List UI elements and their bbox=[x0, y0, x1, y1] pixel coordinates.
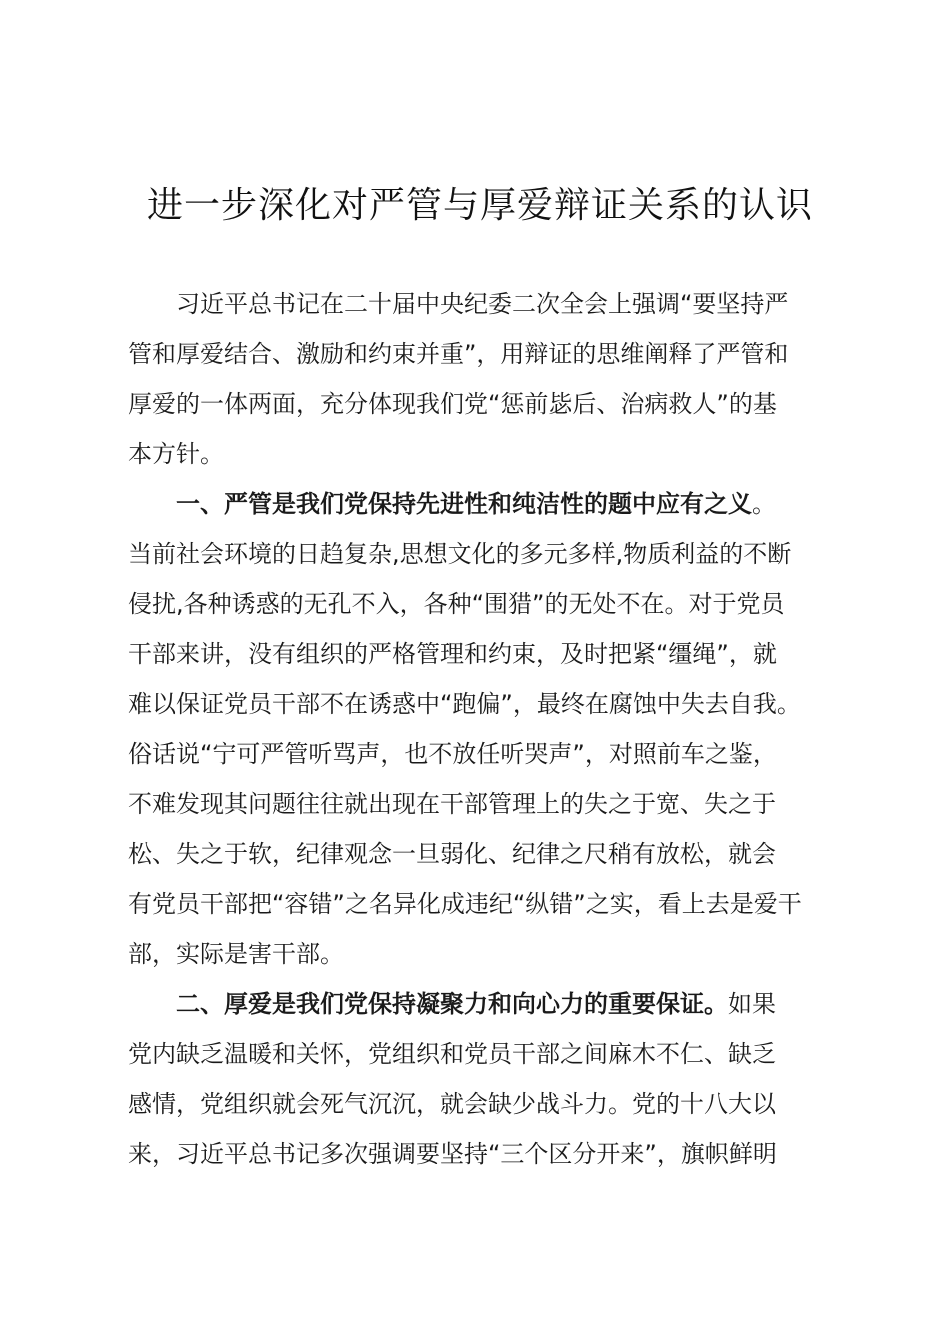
paragraph-section-one bbox=[128, 479, 840, 979]
text-line: 当前社会环境的日趋复杂,思想文化的多元多样,物质利益的不断 bbox=[128, 540, 792, 568]
section-heading-tail: 如果 bbox=[728, 990, 776, 1018]
text-line: 不难发现其问题往往就出现在干部管理上的失之于宽、失之于 bbox=[128, 790, 776, 818]
text-line: 部，实际是害干部。 bbox=[128, 940, 344, 968]
text-line: 侵扰,各种诱惑的无孔不入，各种“围猎”的无处不在。对于党员 bbox=[128, 590, 785, 618]
text-line: 本方针。 bbox=[128, 440, 224, 468]
text-line: 管和厚爱结合、激励和约束并重”，用辩证的思维阐释了严管和 bbox=[128, 340, 789, 368]
text-line: 俗话说“宁可严管听骂声，也不放任听哭声”，对照前车之鉴， bbox=[128, 740, 777, 768]
section-heading-line bbox=[128, 979, 840, 1029]
text-line: 松、失之于软，纪律观念一旦弱化、纪律之尺稍有放松，就会 bbox=[128, 840, 776, 868]
paragraph-section-two bbox=[128, 979, 840, 1179]
text-line: 来，习近平总书记多次强调要坚持“三个区分开来”，旗帜鲜明 bbox=[128, 1140, 777, 1168]
text-line: 难以保证党员干部不在诱惑中“跑偏”，最终在腐蚀中失去自我。 bbox=[128, 690, 801, 718]
text-line: 干部来讲，没有组织的严格管理和约束，及时把紧“缰绳”，就 bbox=[128, 640, 777, 668]
text-line: 习近平总书记在二十届中央纪委二次全会上强调“要坚持严 bbox=[176, 290, 789, 318]
section-heading-line bbox=[128, 479, 840, 529]
paragraph-intro bbox=[128, 279, 840, 479]
text-line: 有党员干部把“容错”之名异化成违纪“纵错”之实，看上去是爱干 bbox=[128, 890, 802, 918]
section-heading-tail: 。 bbox=[752, 490, 776, 518]
document-body bbox=[128, 279, 840, 1179]
section-heading: 一、严管是我们党保持先进性和纯洁性的题中应有之义 bbox=[176, 490, 752, 518]
text-line: 感情，党组织就会死气沉沉，就会缺少战斗力。党的十八大以 bbox=[128, 1090, 776, 1118]
section-heading: 二、厚爱是我们党保持凝聚力和向心力的重要保证。 bbox=[176, 990, 728, 1018]
text-line: 厚爱的一体两面，充分体现我们党“惩前毖后、治病救人”的基 bbox=[128, 390, 777, 418]
document-title: 进一步深化对严管与厚爱辩证关系的认识 bbox=[146, 185, 813, 226]
text-line: 党内缺乏温暖和关怀，党组织和党员干部之间麻木不仁、缺乏 bbox=[128, 1040, 776, 1068]
